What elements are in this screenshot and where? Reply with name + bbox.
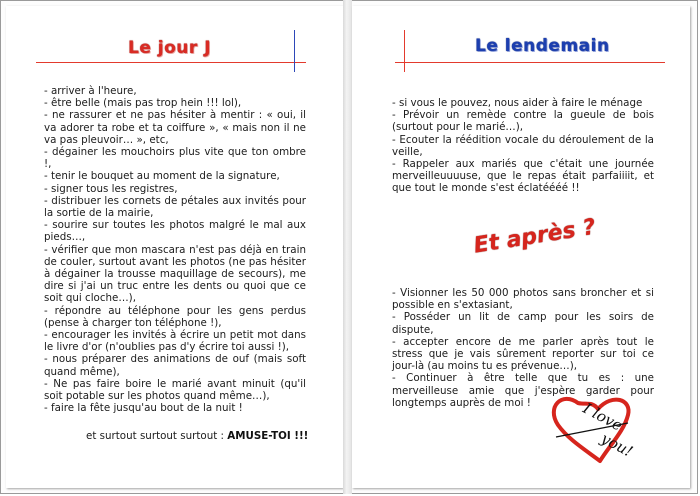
list-item: - Visionner les 50 000 photos sans broncher et si possible en s'extasiant, (392, 287, 654, 312)
et-apres-heading: Et après ? (472, 214, 598, 259)
right-task-list-top (392, 97, 654, 195)
list-item: - tenir le bouquet au moment de la signature, (44, 170, 280, 183)
heart-icon (548, 393, 663, 465)
list-item: - nous préparer des animations de ouf (mais soft quand même), (44, 353, 306, 378)
list-item: - Rappeler aux mariés que c'était une journée merveilleuuuuse, que le repas était parfaiiiit, et que tout le monde s'est éclatéééé !! (392, 158, 654, 195)
list-item: - signer tous les registres, (44, 182, 178, 195)
right-page-title: Le lendemain (475, 36, 610, 56)
closing-lead: et surtout surtout surtout : (86, 430, 228, 442)
closing-emphasis: AMUSE-TOI !!! (227, 430, 309, 442)
list-item: - arriver à l'heure, (44, 85, 137, 97)
list-item: - dégainer les mouchoirs plus vite que ton ombre !, (44, 146, 306, 171)
right-title-rule (395, 62, 665, 63)
list-item: - encourager les invités à écrire un petit mot dans le livre d'or (n'oublies pas d'y écrire toi aussi !), (44, 329, 306, 354)
list-item: - si vous le pouvez, nous aider à faire le ménage (392, 97, 643, 109)
svg-text:I love: I love (579, 399, 626, 435)
list-item: - Posséder un lit de camp pour les soirs de dispute, (392, 311, 654, 336)
right-task-list-bottom (392, 287, 654, 409)
left-title-rule (36, 62, 306, 63)
list-item: - Continuer à être telle que tu es : une merveilleuse amie que j'espère garder pour longtemps auprès de moi ! (392, 372, 654, 409)
right-title-vertical-rule (404, 30, 405, 72)
list-item: - distribuer les cornets de pétales aux invités pour la sortie de la mairie, (44, 194, 306, 220)
list-item: - faire la fête jusqu'au bout de la nuit ! (44, 402, 243, 415)
page-gutter (343, 0, 352, 494)
svg-text:you!: you! (598, 429, 636, 461)
list-item: - ne rassurer et ne pas hésiter à mentir : « oui, il va adorer ta robe et ta coiffure », « mais non il ne va pas pleuvoir… », etc, (44, 109, 306, 146)
left-closing-line (86, 430, 308, 442)
left-title-vertical-rule (294, 30, 295, 72)
list-item: - répondre au téléphone pour les gens perdus (pense à charger ton téléphone !), (44, 304, 306, 329)
left-task-list (44, 85, 306, 414)
list-item: - Prévoir un remède contre la gueule de bois (surtout pour le marié…), (392, 109, 654, 134)
list-item: - Ne pas faire boire le marié avant minuit (qu'il soit potable sur les photos quand même…), (44, 377, 306, 403)
list-item: - vérifier que mon mascara n'est pas déjà en train de couler, surtout avant les photos (ne pas hésiter à dégainer la trousse maquillage de secours), me dire si j'ai un truc entre les dents ou quoi que ce soit qui cloche…), (44, 243, 306, 305)
list-item: - sourire sur toutes les photos malgré le mal aux pieds…, (44, 219, 306, 244)
list-item: - Ecouter la réédition vocale du déroulement de la veille, (392, 133, 654, 158)
list-item: - être belle (mais pas trop hein !!! lol), (44, 97, 242, 110)
left-page-title: Le jour J (128, 38, 212, 58)
list-item: - accepter encore de me parler après tout le stress que je vais sûrement reporter sur toi ce jour-là (au moins tu es prévenue…), (392, 335, 654, 373)
